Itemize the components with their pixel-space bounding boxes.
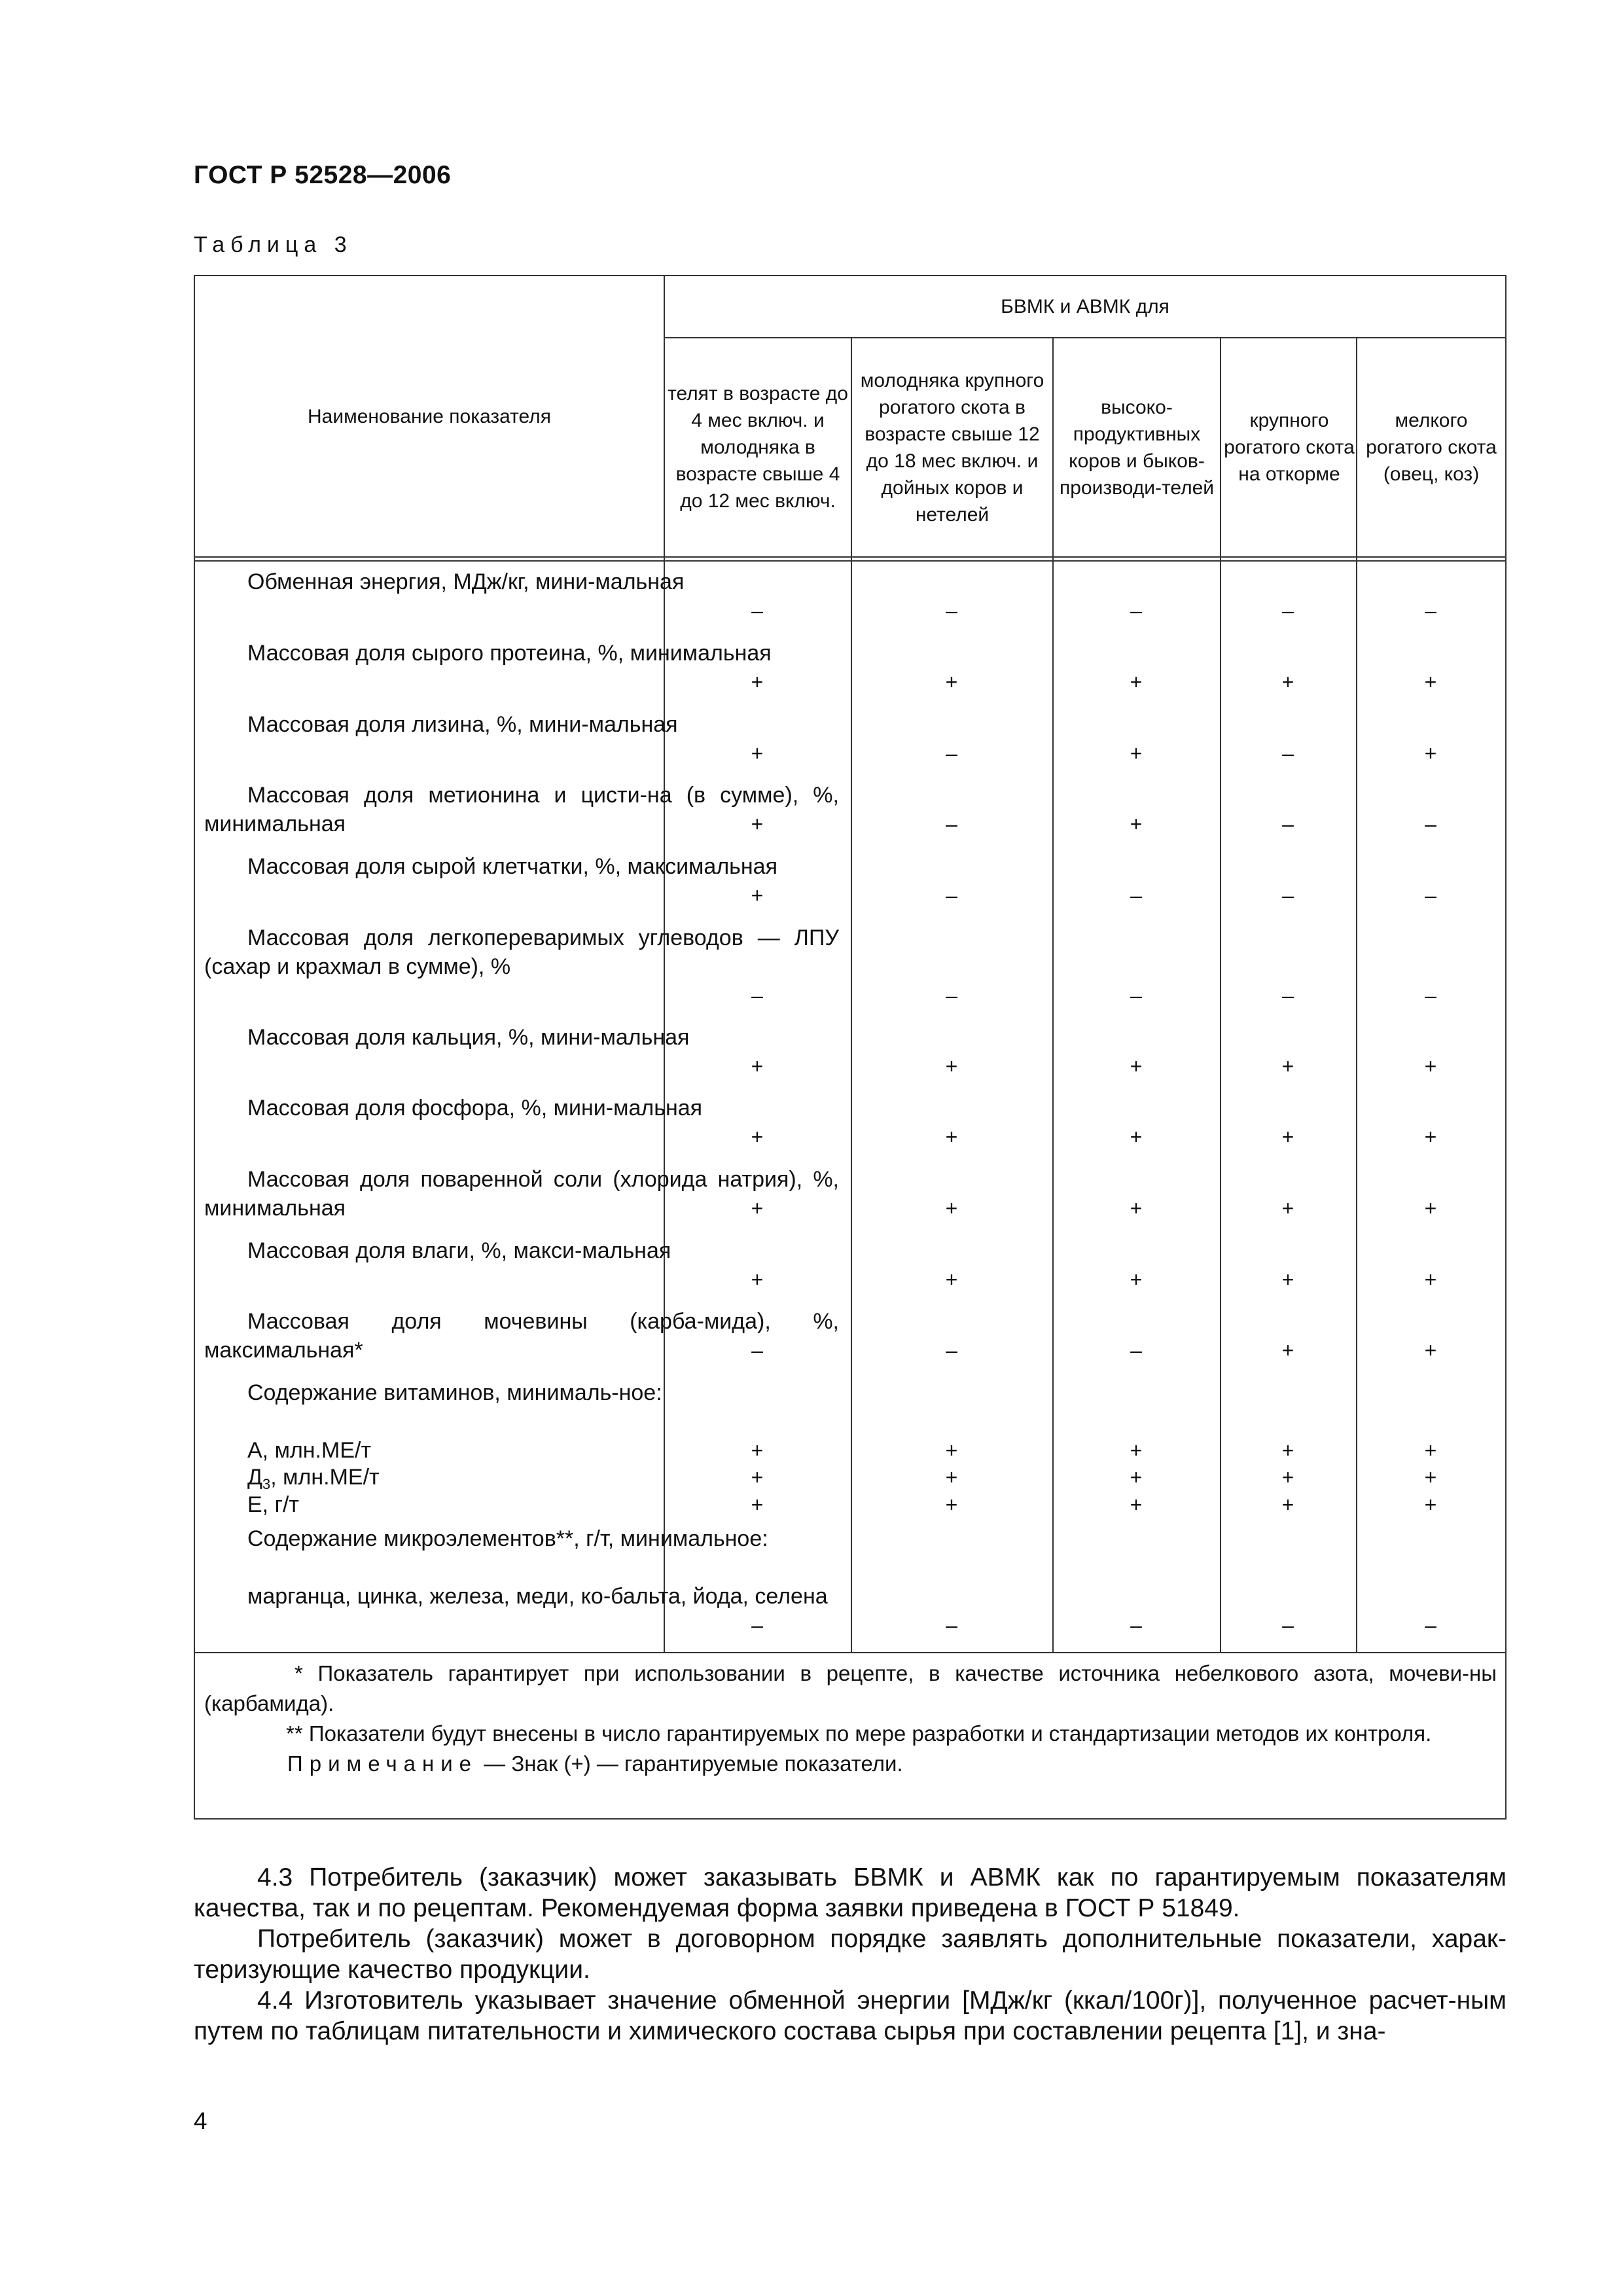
value-cell-r7-c4: + — [1281, 1054, 1294, 1078]
value-cell-r5-c2: – — [946, 884, 957, 907]
value-cell-r15-c5: + — [1424, 1493, 1437, 1516]
indicators-table — [194, 275, 1507, 1820]
value-cell-r17-c5: – — [1425, 1613, 1436, 1637]
header-bottom-line — [195, 560, 1505, 562]
value-cell-r9-c3: + — [1130, 1196, 1143, 1220]
value-cell-r9-c4: + — [1281, 1196, 1294, 1220]
value-cell-r2-c4: + — [1281, 670, 1294, 694]
row-label-urea: Массовая доля мочевины (карба-мида), %, максимальная* — [204, 1309, 839, 1363]
row-label-methionine: Массовая доля метионина и цисти-на (в сумме), %, минимальная — [204, 783, 839, 836]
document-header: ГОСТ Р 52528—2006 — [194, 161, 452, 189]
row-label-carbohydrates: Массовая доля легкопереваримых углеводов — ЛПУ (сахар и крахмал в сумме), % — [204, 925, 839, 979]
value-cell-r1-c3: – — [1130, 599, 1142, 622]
value-cell-r8-c5: + — [1424, 1125, 1437, 1149]
value-cell-r2-c2: + — [945, 670, 958, 694]
value-cell-r3-c4: – — [1282, 742, 1294, 765]
value-cell-r13-c1: + — [751, 1439, 764, 1462]
value-cell-r10-c3: + — [1130, 1268, 1143, 1291]
header-col-5: мелкого рогатого скота (овец, коз) — [1366, 410, 1497, 485]
value-cell-r10-c1: + — [751, 1268, 764, 1291]
value-cell-r7-c3: + — [1130, 1054, 1143, 1078]
footnote-2: ** Показатели будут внесены в число гарантируемых по мере разработки и стандартизации методов их контроля. — [286, 1721, 1432, 1746]
value-cell-r1-c5: – — [1425, 599, 1436, 622]
row-label-vitamins: Содержание витаминов, минималь-ное: — [247, 1380, 662, 1405]
value-cell-r4-c2: – — [946, 812, 957, 836]
value-cell-r3-c1: + — [751, 742, 764, 765]
value-cell-r1-c4: – — [1282, 599, 1294, 622]
value-cell-r3-c2: – — [946, 742, 957, 765]
row-label-calcium: Массовая доля кальция, %, мини-мальная — [247, 1025, 690, 1050]
table-caption: Таблица 3 — [194, 232, 353, 257]
value-cell-r10-c5: + — [1424, 1268, 1437, 1291]
value-cell-r8-c3: + — [1130, 1125, 1143, 1149]
value-cell-r4-c5: – — [1425, 812, 1436, 836]
value-cell-r11-c4: + — [1281, 1338, 1294, 1362]
value-cell-r2-c3: + — [1130, 670, 1143, 694]
value-cell-r11-c1: – — [751, 1338, 763, 1362]
value-cell-r11-c5: + — [1424, 1338, 1437, 1362]
value-cell-r6-c5: – — [1425, 984, 1436, 1007]
row-label-vitamin-d3: $Д_3$, млн.МЕ/т — [247, 1465, 380, 1492]
value-cell-r1-c2: – — [946, 599, 957, 622]
value-cell-r8-c2: + — [945, 1125, 958, 1149]
value-cell-r10-c4: + — [1281, 1268, 1294, 1291]
row-label-microelements: Содержание микроэлементов**, г/т, минимальное: — [247, 1526, 768, 1551]
value-cell-r13-c4: + — [1281, 1439, 1294, 1462]
row-label-vitamin-a: А, млн.МЕ/т — [247, 1438, 372, 1463]
row-label-crude-fiber: Массовая доля сырой клетчатки, %, максимальная — [247, 854, 777, 879]
paragraph-4-4: 4.4 Изготовитель указывает значение обменной энергии [МДж/кг (ккал/100г)], полученное расчет-ным путем по таблицам питательности и химического состава сырья при составлении рецепта [1], и зна- — [194, 1986, 1507, 2045]
value-cell-r17-c3: – — [1130, 1613, 1142, 1637]
col-divider — [851, 337, 852, 1652]
value-cell-r14-c4: + — [1281, 1465, 1294, 1489]
value-cell-r11-c2: – — [946, 1338, 957, 1362]
value-cell-r4-c1: + — [751, 812, 764, 836]
value-cell-r14-c2: + — [945, 1465, 958, 1489]
paragraph-consumer: Потребитель (заказчик) может в договорном порядке заявлять дополнительные показатели, харак-теризующие качество продукции. — [194, 1925, 1507, 1984]
value-cell-r14-c3: + — [1130, 1465, 1143, 1489]
value-cell-r11-c3: – — [1130, 1338, 1142, 1362]
table-footnotes — [204, 1659, 1497, 1779]
col-divider — [1220, 337, 1221, 1652]
value-cell-r2-c5: + — [1424, 670, 1437, 694]
row-label-crude-protein: Массовая доля сырого протеина, %, минимальная — [247, 641, 772, 666]
value-cell-r13-c5: + — [1424, 1439, 1437, 1462]
table-note — [204, 1749, 1497, 1779]
value-cell-r14-c1: + — [751, 1465, 764, 1489]
col-divider — [1052, 337, 1054, 1652]
footnote-divider — [195, 1652, 1505, 1653]
value-cell-r9-c5: + — [1424, 1196, 1437, 1220]
value-cell-r5-c4: – — [1282, 884, 1294, 907]
value-cell-r5-c3: – — [1130, 884, 1142, 907]
header-col-3: высоко-продуктивных коров и быков-производи-телей — [1059, 396, 1215, 499]
header-bottom-line — [195, 556, 1505, 558]
row-label-moisture: Массовая доля влаги, %, макси-мальная — [247, 1238, 671, 1263]
header-col-2: молодняка крупного рогатого скота в возрасте свыше 12 до 18 мес включ. и дойных коров и нетелей — [860, 369, 1044, 526]
row-label-lysine: Массовая доля лизина, %, мини-мальная — [247, 712, 678, 737]
value-cell-r15-c3: + — [1130, 1493, 1143, 1516]
paragraph-4-3: 4.3 Потребитель (заказчик) может заказывать БВМК и АВМК как по гарантируемым показателям качества, так и по рецептам. Рекомендуемая форма заявки приведена в ГОСТ Р 51849. — [194, 1863, 1507, 1922]
value-cell-r14-c5: + — [1424, 1465, 1437, 1489]
header-col-4: крупного рогатого скота на откорме — [1224, 410, 1355, 485]
header-indicator-name: Наименование показателя — [308, 405, 551, 427]
page-number: 4 — [194, 2108, 207, 2134]
value-cell-r17-c2: – — [946, 1613, 957, 1637]
value-cell-r13-c3: + — [1130, 1439, 1143, 1462]
value-cell-r9-c2: + — [945, 1196, 958, 1220]
row-label-salt: Массовая доля поваренной соли (хлорида натрия), %, минимальная — [204, 1167, 839, 1221]
value-cell-r6-c2: – — [946, 984, 957, 1007]
value-cell-r2-c1: + — [751, 670, 764, 694]
note-label: Примечание — [287, 1751, 478, 1776]
value-cell-r6-c3: – — [1130, 984, 1142, 1007]
header-col-1: телят в возрасте до 4 мес включ. и молодняка в возрасте свыше 4 до 12 мес включ. — [668, 383, 848, 512]
row-label-phosphorus: Массовая доля фосфора, %, мини-мальная — [247, 1096, 703, 1121]
value-cell-r13-c2: + — [945, 1439, 958, 1462]
value-cell-r1-c1: – — [751, 599, 763, 622]
value-cell-r7-c5: + — [1424, 1054, 1437, 1078]
value-cell-r8-c4: + — [1281, 1125, 1294, 1149]
value-cell-r4-c3: + — [1130, 812, 1143, 836]
value-cell-r9-c1: + — [751, 1196, 764, 1220]
footnote-1: * Показатель гарантирует при использовании в рецепте, в качестве источника небелкового азота, мочеви-ны (карбамида). — [204, 1661, 1497, 1715]
value-cell-r15-c4: + — [1281, 1493, 1294, 1516]
value-cell-r17-c1: – — [751, 1613, 763, 1637]
row-label-metabolic-energy: Обменная энергия, МДж/кг, мини-мальная — [247, 569, 685, 594]
value-cell-r6-c1: – — [751, 984, 763, 1007]
value-cell-r15-c2: + — [945, 1493, 958, 1516]
value-cell-r3-c5: + — [1424, 742, 1437, 765]
header-group: БВМК и АВМК для — [1001, 296, 1169, 317]
value-cell-r7-c2: + — [945, 1054, 958, 1078]
value-cell-r10-c2: + — [945, 1268, 958, 1291]
value-cell-r15-c1: + — [751, 1493, 764, 1516]
value-cell-r5-c5: – — [1425, 884, 1436, 907]
row-label-vitamin-e: Е, г/т — [247, 1492, 299, 1517]
value-cell-r5-c1: + — [751, 884, 764, 907]
value-cell-r7-c1: + — [751, 1054, 764, 1078]
col-divider — [1356, 337, 1357, 1652]
value-cell-r3-c3: + — [1130, 742, 1143, 765]
value-cell-r8-c1: + — [751, 1125, 764, 1149]
body-text — [194, 1862, 1507, 2047]
value-cell-r17-c4: – — [1282, 1613, 1294, 1637]
value-cell-r4-c4: – — [1282, 812, 1294, 836]
value-cell-r6-c4: – — [1282, 984, 1294, 1007]
row-label-microelements-list: марганца, цинка, железа, меди, ко-бальта, йода, селена — [247, 1584, 828, 1609]
note-text: — Знак (+) — гарантируемые показатели. — [478, 1751, 903, 1776]
